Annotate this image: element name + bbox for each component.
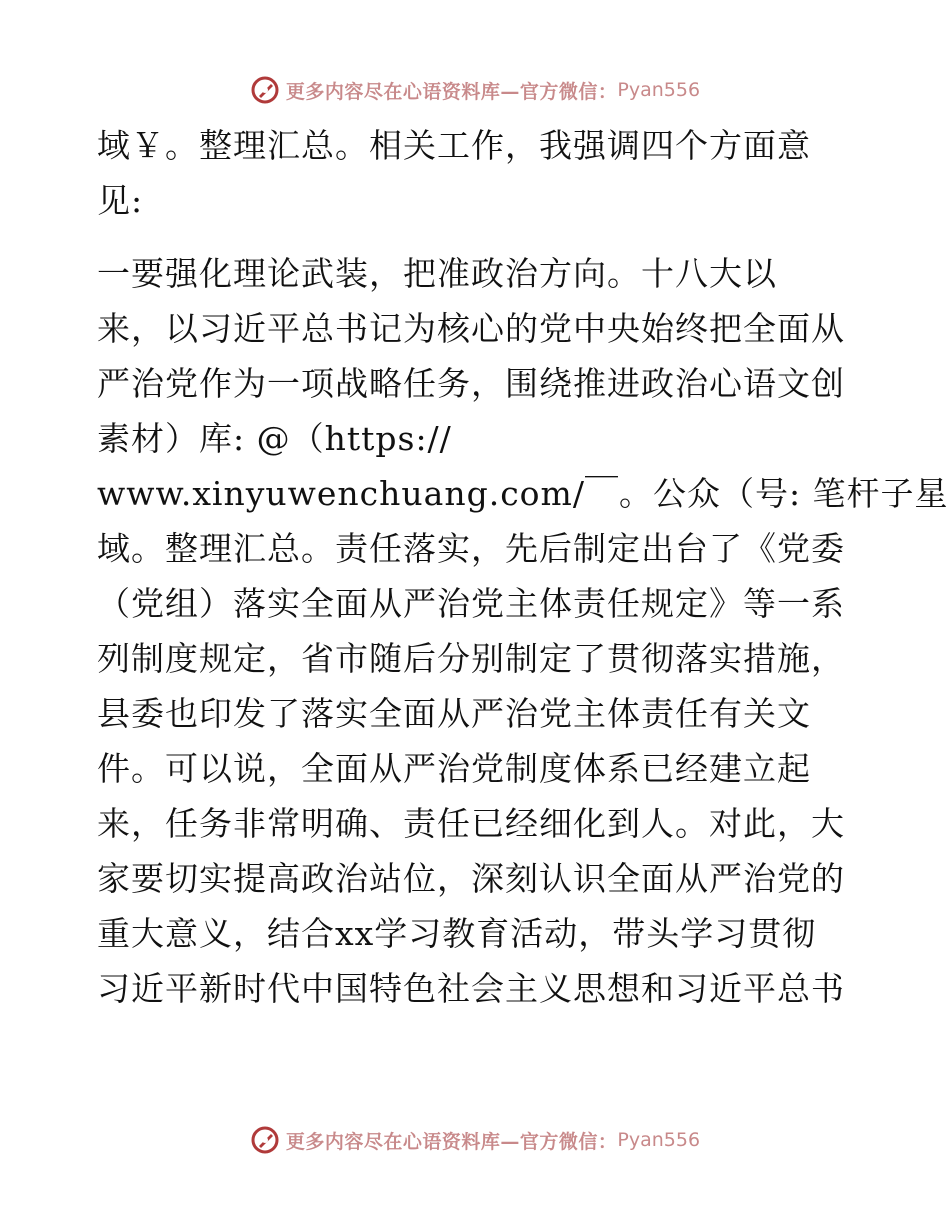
body-line: 件。可以说，全面从严治党制度体系已经建立起 [97, 749, 811, 788]
pen-logo-icon [250, 75, 280, 105]
body-line: 域。整理汇总。责任落实，先后制定出台了《党委 [97, 529, 845, 568]
body-line: 见: [97, 181, 144, 220]
body-line: 一要强化理论武装，把准政治方向。十八大以 [97, 254, 777, 293]
body-line: 来，任务非常明确、责任已经细化到人。对此，大 [97, 804, 845, 843]
body-line: 域￥。整理汇总。相关工作，我强调四个方面意 [97, 126, 811, 165]
footer-banner-wechat: Pyan556 [617, 1129, 701, 1151]
body-line: （党组）落实全面从严治党主体责任规定》等一系 [97, 584, 845, 623]
body-line: 来，以习近平总书记为核心的党中央始终把全面从 [97, 309, 845, 348]
header-banner-wechat: Pyan556 [617, 79, 701, 101]
body-line: 家要切实提高政治站位，深刻认识全面从严治党的 [97, 859, 845, 898]
body-line: www.xinyuwenchuang.com/￣。公众（号: 笔杆子星 [97, 474, 949, 513]
body-line: 重大意义，结合xx学习教育活动，带头学习贯彻 [97, 914, 817, 953]
body-line: 列制度规定，省市随后分别制定了贯彻落实措施， [97, 639, 845, 678]
body-line: 素材）库: @（https:// [97, 419, 452, 458]
body-line: 县委也印发了落实全面从严治党主体责任有关文 [97, 694, 811, 733]
footer-banner-text: 更多内容尽在心语资料库—官方微信： [285, 1130, 618, 1153]
pen-logo-icon [250, 1125, 280, 1155]
document-body [97, 118, 949, 1016]
body-line: 严治党作为一项战略任务，围绕推进政治心语文创 [97, 364, 845, 403]
header-banner-text: 更多内容尽在心语资料库—官方微信： [285, 80, 618, 103]
header-watermark-banner [0, 70, 950, 110]
body-line: 习近平新时代中国特色社会主义思想和习近平总书 [97, 969, 845, 1008]
footer-watermark-banner [0, 1120, 950, 1160]
